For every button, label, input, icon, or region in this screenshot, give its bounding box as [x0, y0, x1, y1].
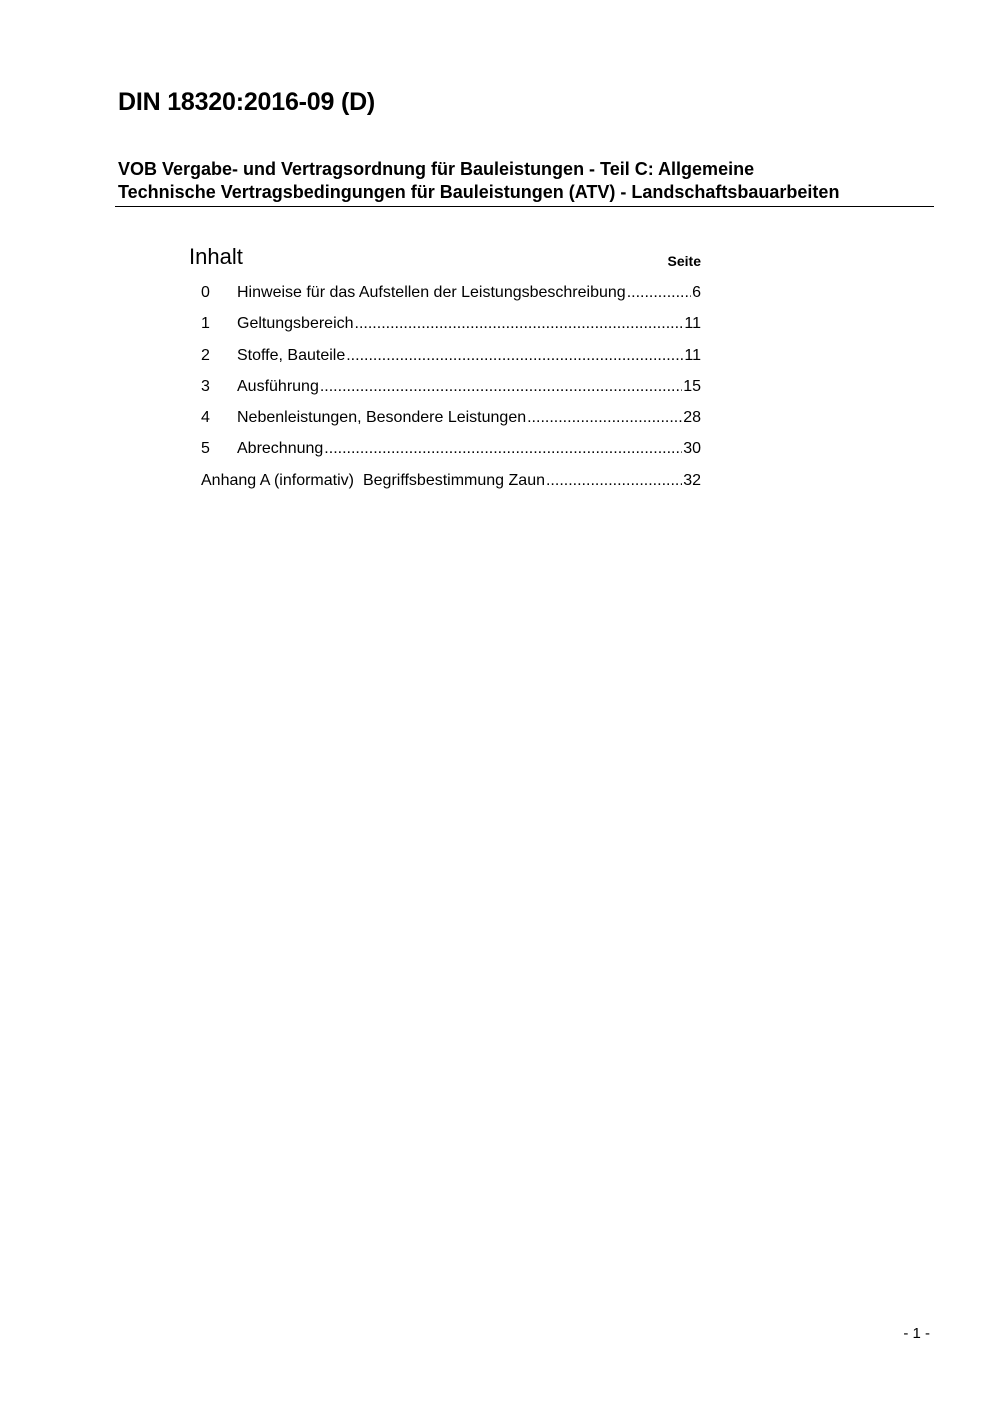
toc-entry-number: 2 [201, 346, 210, 364]
toc-entry-title: Hinweise für das Aufstellen der Leistungsbeschreibung [237, 284, 626, 301]
header-divider [115, 206, 934, 207]
toc-entry-number: 0 [201, 284, 210, 301]
toc-entry-number: 3 [201, 377, 210, 395]
toc-entry-number: 4 [201, 409, 210, 427]
toc-entry[interactable] [189, 378, 701, 409]
table-of-contents [189, 244, 701, 503]
toc-entry[interactable] [189, 315, 701, 346]
toc-entry-number: 5 [201, 440, 210, 458]
toc-dot-leader [324, 440, 682, 458]
toc-entry-title: Abrechnung [237, 440, 324, 458]
toc-entry-number: 1 [201, 315, 210, 333]
toc-dot-leader [355, 315, 684, 333]
toc-entry-page: 11 [684, 315, 701, 333]
toc-list [189, 284, 701, 503]
toc-entry-page: 11 [684, 346, 701, 364]
document-title: DIN 18320:2016-09 (D) [118, 88, 376, 116]
subtitle-line: Technische Vertragsbedingungen für Bauleistungen (ATV) - Landschaftsbauarbeiten [118, 182, 840, 202]
toc-entry[interactable] [189, 409, 701, 440]
toc-entry-page: 30 [683, 440, 701, 458]
toc-entry-title: Nebenleistungen, Besondere Leistungen [237, 409, 527, 427]
toc-entry-annex[interactable] [189, 472, 701, 503]
toc-entry-title: Begriffsbestimmung Zaun [362, 471, 545, 489]
toc-entry[interactable] [189, 440, 701, 471]
page-number: - 1 - [903, 1325, 930, 1342]
toc-entry-title: Geltungsbereich [237, 315, 354, 333]
toc-annex-prefix: Anhang A (informativ) [201, 471, 354, 489]
toc-entry-page: 6 [692, 284, 701, 301]
toc-dot-leader [320, 378, 682, 396]
toc-entry[interactable] [189, 284, 701, 315]
toc-header [189, 244, 701, 284]
toc-entry-page: 28 [683, 409, 701, 427]
toc-dot-leader [527, 409, 682, 427]
document-subtitle [118, 158, 932, 204]
toc-dot-leader [346, 347, 683, 365]
toc-entry[interactable] [189, 347, 701, 378]
toc-dot-leader [627, 284, 691, 302]
subtitle-line: VOB Vergabe- und Vertragsordnung für Bauleistungen - Teil C: Allgemeine [118, 159, 755, 179]
toc-page-column-label: Seite [667, 253, 701, 269]
toc-entry-title: Ausführung [237, 377, 319, 395]
toc-dot-leader [546, 472, 682, 490]
toc-heading: Inhalt [189, 244, 243, 269]
toc-entry-title: Stoffe, Bauteile [237, 346, 346, 364]
toc-entry-page: 32 [683, 471, 701, 489]
toc-entry-page: 15 [683, 377, 701, 395]
